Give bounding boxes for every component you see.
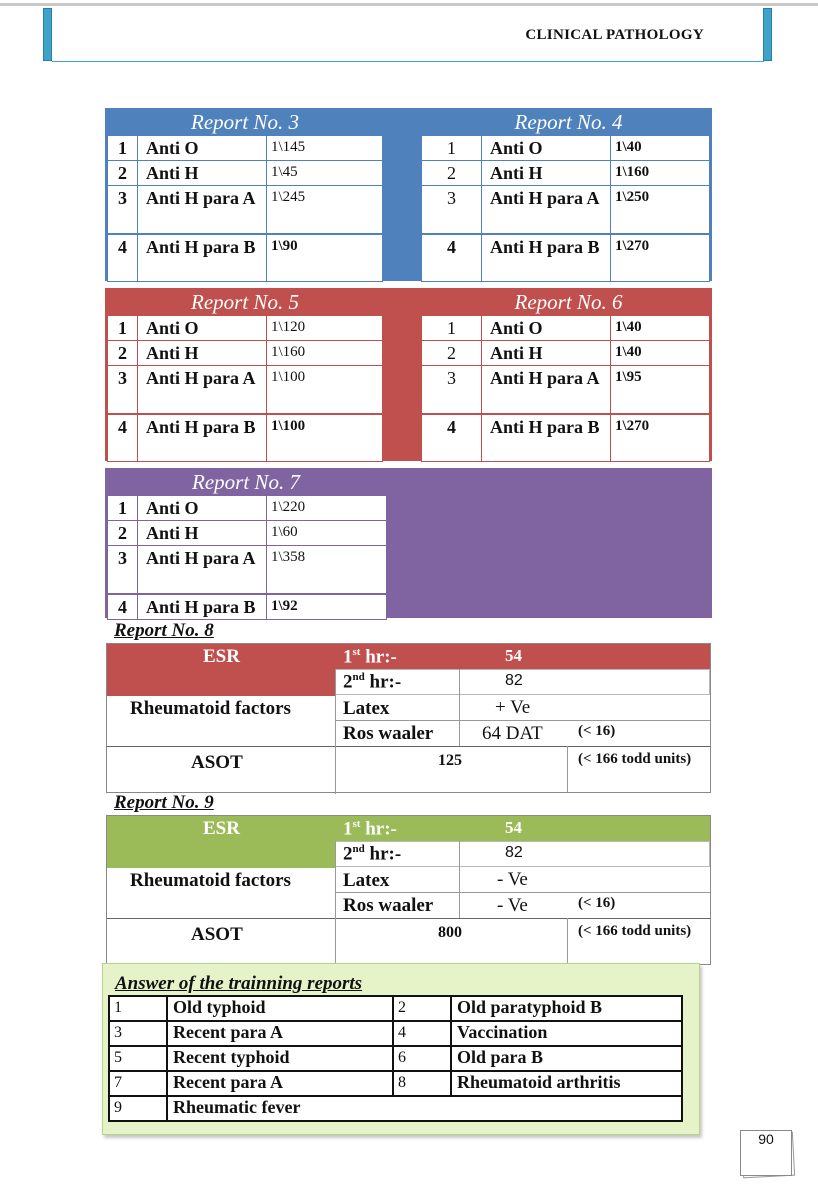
esr-1st-hr-value: 54 <box>505 646 522 665</box>
table-row: 3 Recent para A 4 Vaccination <box>109 1021 682 1046</box>
report-title-6: Report No. 6 <box>514 290 623 314</box>
ros-waaler-normal: (< 16) <box>578 895 616 911</box>
esr-1st-hr-value: 54 <box>505 818 522 837</box>
asot-value: 125 <box>438 752 462 769</box>
answers-table <box>108 995 683 1122</box>
esr-label: ESR <box>203 818 240 839</box>
table-row: 2 Anti H 1\40 <box>422 341 710 366</box>
divider <box>107 746 710 747</box>
report-table-3 <box>107 135 383 282</box>
table-row: 4 Anti H para B 1\270 <box>422 414 710 462</box>
report-9-table <box>106 815 711 965</box>
divider <box>335 669 336 794</box>
latex-value: + Ve <box>495 697 531 718</box>
esr-header-band-left <box>107 669 335 696</box>
divider <box>459 867 460 918</box>
divider <box>459 841 460 867</box>
page-number: 90 <box>740 1130 792 1176</box>
divider <box>459 669 460 695</box>
table-row: 3 Anti H para A 1\250 <box>422 186 710 234</box>
latex-value: - Ve <box>497 869 528 890</box>
header-top-rule <box>0 3 818 6</box>
header-underline <box>52 61 764 62</box>
table-row: 1 Anti O 1\120 <box>108 316 383 341</box>
report-title-5: Report No. 5 <box>191 290 299 314</box>
table-row: 5 Recent typhoid 6 Old para B <box>109 1046 682 1071</box>
asot-normal: (< 166 todd units) <box>578 923 692 939</box>
report-table-4 <box>421 135 710 282</box>
divider <box>107 918 710 919</box>
ros-waaler-value: - Ve <box>497 895 528 916</box>
report-8-table <box>106 643 711 793</box>
ros-waaler-normal: (< 16) <box>578 723 616 739</box>
header-left-tab <box>43 8 52 61</box>
table-row: 3 Anti H para A 1\100 <box>108 366 383 414</box>
esr-header-band <box>107 644 710 669</box>
page-header-title: CLINICAL PATHOLOGY <box>525 27 704 43</box>
divider <box>335 892 710 893</box>
table-row: 4 Anti H para B 1\90 <box>108 234 383 282</box>
table-row: 7 Recent para A 8 Rheumatoid arthritis <box>109 1071 682 1096</box>
table-row: 1 Anti O 1\145 <box>108 136 383 161</box>
esr-1st-hr: 1st hr:- <box>343 818 397 840</box>
report-panel-3-4 <box>105 108 712 281</box>
divider <box>459 695 460 746</box>
table-row: 9 Rheumatic fever <box>109 1096 682 1121</box>
esr-2nd-hr: 2nd hr:- <box>343 843 402 865</box>
table-row: 1 Anti O 1\40 <box>422 136 710 161</box>
report-panel-7 <box>105 468 712 618</box>
latex-label: Latex <box>343 870 390 891</box>
esr-label: ESR <box>203 646 240 667</box>
table-row: 3 Anti H para A 1\95 <box>422 366 710 414</box>
table-row: 2 Anti H 1\160 <box>422 161 710 186</box>
divider <box>567 746 568 792</box>
ros-waaler-value: 64 DAT <box>482 723 543 744</box>
esr-2nd-hr-value: 82 <box>505 672 523 689</box>
table-row: 4 Anti H para B 1\100 <box>108 414 383 462</box>
table-row: 1 Anti O 1\40 <box>422 316 710 341</box>
ros-waaler-label: Ros waaler <box>343 723 434 744</box>
esr-header-band-left <box>107 841 335 868</box>
rheumatoid-factors-label: Rheumatoid factors <box>130 870 291 891</box>
asot-label: ASOT <box>191 752 243 773</box>
table-row: 2 Anti H 1\45 <box>108 161 383 186</box>
report-title-9: Report No. 9 <box>114 792 214 813</box>
esr-2nd-hr-value: 82 <box>505 844 523 861</box>
report-title-7: Report No. 7 <box>192 470 300 494</box>
ros-waaler-label: Ros waaler <box>343 895 434 916</box>
divider <box>335 841 336 966</box>
report-title-8: Report No. 8 <box>114 620 214 641</box>
report-table-6 <box>421 315 710 462</box>
rheumatoid-factors-label: Rheumatoid factors <box>130 698 291 719</box>
report-panel-5-6 <box>105 288 712 461</box>
answers-box <box>102 963 700 1135</box>
asot-normal: (< 166 todd units) <box>578 751 692 767</box>
header-right-tab <box>763 8 772 61</box>
answers-title: Answer of the trainning reports <box>115 973 363 994</box>
report-title-3: Report No. 3 <box>191 110 299 134</box>
table-row: 2 Anti H 1\60 <box>108 521 387 546</box>
table-row: 2 Anti H 1\160 <box>108 341 383 366</box>
divider <box>335 720 710 721</box>
esr-header-band <box>107 816 710 841</box>
table-row: 1 Anti O 1\220 <box>108 496 387 521</box>
table-row: 4 Anti H para B 1\270 <box>422 234 710 282</box>
asot-label: ASOT <box>191 924 243 945</box>
report-table-7 <box>107 495 387 620</box>
table-row: 3 Anti H para A 1\245 <box>108 186 383 234</box>
asot-value: 800 <box>438 924 462 941</box>
divider <box>567 918 568 964</box>
esr-1st-hr: 1st hr:- <box>343 646 397 668</box>
esr-2nd-hr: 2nd hr:- <box>343 671 402 693</box>
table-row: 4 Anti H para B 1\92 <box>108 594 387 620</box>
table-row: 1 Old typhoid 2 Old paratyphoid B <box>109 996 682 1021</box>
table-row: 3 Anti H para A 1\358 <box>108 546 387 594</box>
latex-label: Latex <box>343 698 390 719</box>
report-table-5 <box>107 315 383 462</box>
report-title-4: Report No. 4 <box>514 110 623 134</box>
